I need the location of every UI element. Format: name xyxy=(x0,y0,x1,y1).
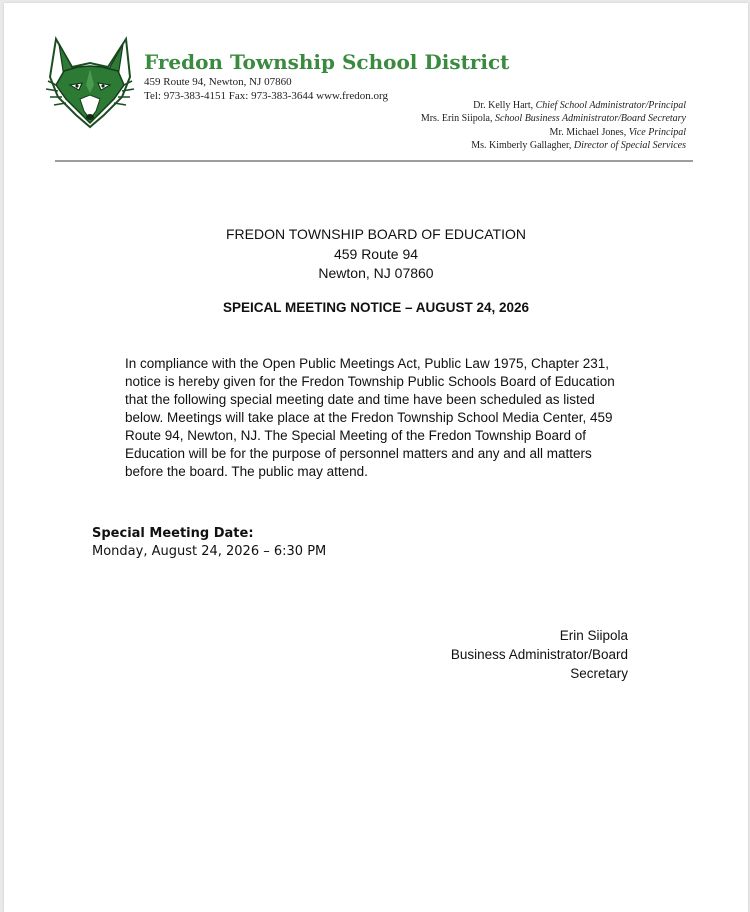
signature-title: Business Administrator/Board Secretary xyxy=(450,647,628,681)
staff-name: Dr. Kelly Hart, xyxy=(473,100,534,111)
staff-title: School Business Administrator/Board Secretary xyxy=(494,113,686,125)
district-name: Fredon Township School District xyxy=(144,50,510,74)
notice-body xyxy=(125,355,625,481)
staff-entry xyxy=(421,126,686,139)
district-address: 459 Route 94, Newton, NJ 07860 xyxy=(144,76,292,88)
staff-title: Vice Principal xyxy=(628,126,686,138)
body-line: Route 94, Newton, NJ. The Special Meeting of the Fredon Township Board of xyxy=(125,428,587,443)
body-line: In compliance with the Open Public Meetings Act, Public Law 1975, Chapter 231, xyxy=(125,356,610,371)
body-line: below. Meetings will take place at the Fredon Township School Media Center, 459 xyxy=(125,410,613,425)
signature-block xyxy=(390,626,628,683)
staff-title: Director of Special Services xyxy=(573,139,686,151)
board-city: Newton, NJ 07860 xyxy=(318,265,434,281)
body-line: notice is hereby given for the Fredon Township Public Schools Board of Education xyxy=(125,374,615,389)
staff-name: Mrs. Erin Siipola, xyxy=(420,113,493,125)
board-address-block xyxy=(4,225,748,284)
board-street: 459 Route 94 xyxy=(333,245,419,262)
board-name: FREDON TOWNSHIP BOARD OF EDUCATION xyxy=(226,226,526,242)
signature-name: Erin Siipola xyxy=(559,628,628,643)
meeting-date-value: Monday, August 24, 2026 – 6:30 PM xyxy=(92,544,327,559)
staff-name: Mr. Michael Jones, xyxy=(549,126,627,138)
body-line: Education will be for the purpose of personnel matters and any and all matters xyxy=(125,446,592,461)
staff-entry xyxy=(421,139,686,152)
fox-head-logo xyxy=(42,33,138,131)
staff-list xyxy=(421,99,686,152)
meeting-date-label: Special Meeting Date: xyxy=(92,526,254,541)
staff-title: Chief School Administrator/Principal xyxy=(535,100,686,111)
staff-name: Ms. Kimberly Gallagher, xyxy=(471,139,572,151)
header-divider xyxy=(55,160,693,162)
body-line: before the board. The public may attend. xyxy=(125,464,368,479)
staff-entry xyxy=(421,112,686,125)
staff-entry xyxy=(421,99,686,112)
document-page xyxy=(4,3,748,912)
notice-title: SPEICAL MEETING NOTICE – AUGUST 24, 2026 xyxy=(222,300,530,315)
district-contact: Tel: 973-383-4151 Fax: 973-383-3644 www.fredon.org xyxy=(144,90,388,102)
body-line: that the following special meeting date and time have been scheduled as listed xyxy=(125,392,595,407)
